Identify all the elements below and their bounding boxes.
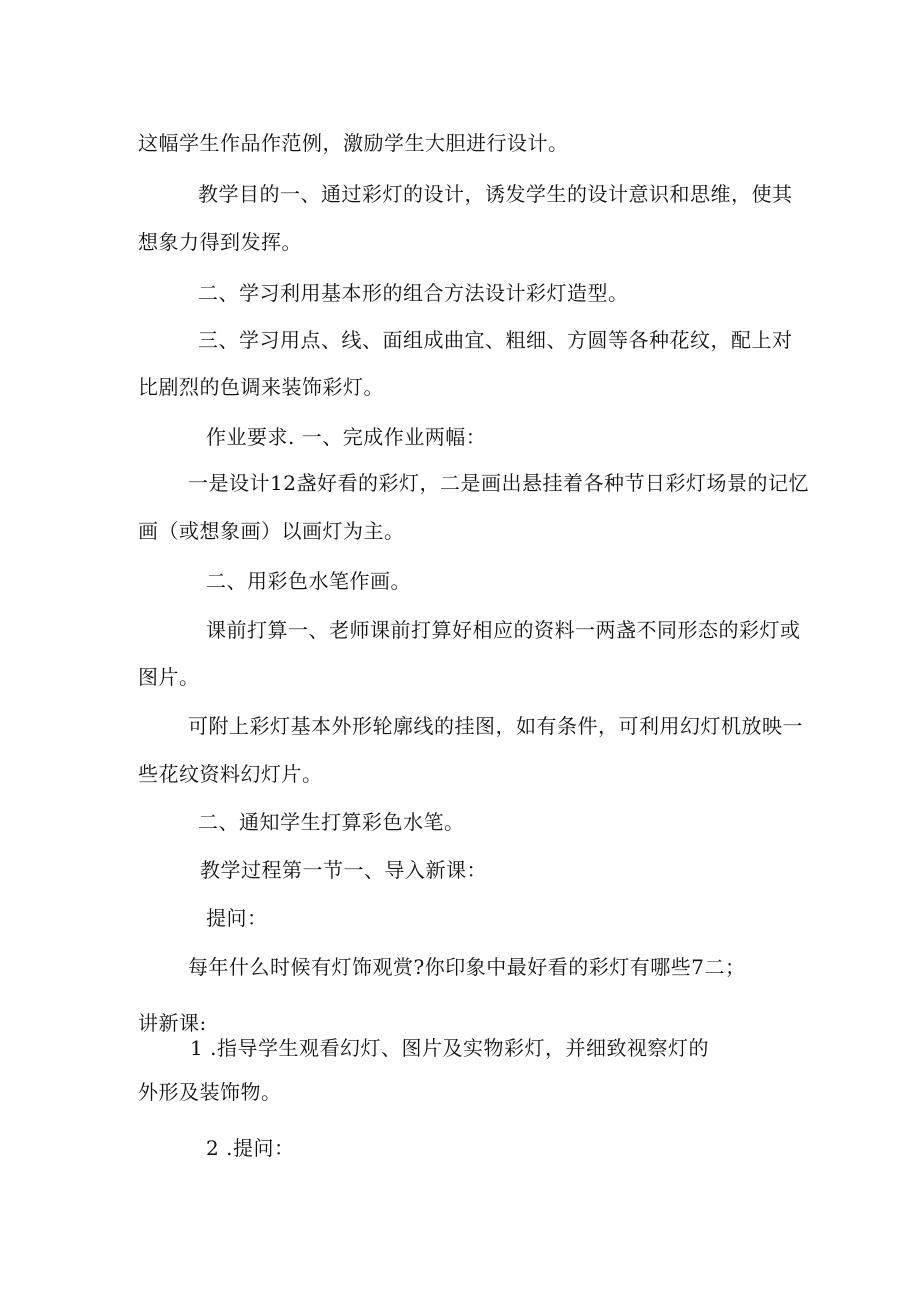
text-line: 这幅学生作品作范例，激励学生大胆进行设计。: [138, 131, 569, 155]
text-line: 1 .指导学生观看幻灯、图片及实物彩灯，并细致视察灯的: [190, 1036, 709, 1060]
text-line: 比剧烈的色调来装饰彩灯。: [138, 375, 384, 399]
text-line: 讲新课:: [138, 1011, 207, 1035]
text-line: 些花纹资料幻灯片。: [138, 762, 323, 786]
text-line: 作业要求. 一、完成作业两幅：: [206, 425, 487, 449]
text-line: 教学目的一、通过彩灯的设计，诱发学生的设计意识和思维，使其: [198, 182, 793, 206]
text-line: 2 .提问：: [206, 1136, 295, 1160]
text-line: 想象力得到发挥。: [138, 230, 302, 254]
text-line: 外形及装饰物。: [138, 1080, 282, 1104]
text-line: 可附上彩灯基本外形轮廓线的挂图，如有条件，可利用幻灯机放映一: [188, 714, 803, 738]
text-line: 三、学习用点、线、面组成曲宜、粗细、方圆等各种花纹，配上对: [198, 328, 793, 352]
text-line: 提问：: [206, 906, 268, 930]
text-line: 每年什么时候有灯饰观赏?你印象中最好看的彩灯有哪些7二；: [188, 955, 746, 979]
text-line: 画（或想象画）以画灯为主。: [138, 519, 405, 543]
text-line: 一是设计12盏好看的彩灯，二是画出悬挂着各种节日彩灯场景的记忆: [188, 471, 809, 495]
text-line: 图片。: [138, 665, 200, 689]
text-line: 二、用彩色水笔作画。: [206, 569, 411, 593]
text-line: 课前打算一、老师课前打算好相应的资料一两盏不同形态的彩灯或: [206, 618, 801, 642]
text-line: 教学过程第一节一、导入新课：: [200, 858, 487, 882]
text-line: 二、通知学生打算彩色水笔。: [198, 810, 465, 834]
text-line: 二、学习利用基本形的组合方法设计彩灯造型。: [198, 281, 629, 305]
